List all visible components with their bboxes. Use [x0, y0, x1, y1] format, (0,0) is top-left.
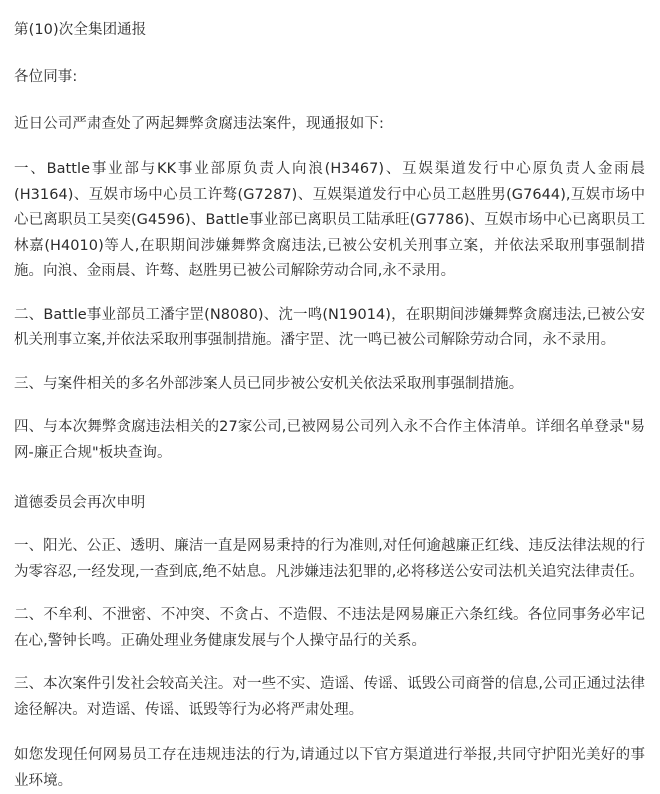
case-item: 一、Battle事业部与KK事业部原负责人向浪(H3467)、互娱渠道发行中心原负责人金雨晨(H3164)、互娱市场中心员工许骜(G7287)、互娱渠道发行中心员工赵胜男(G7644),互娱市场中心已离职员工吴奕(G4596)、Battle事业部已离职员工陆承旺(G7786)、互娱市场中心已离职员工林嘉(H4010)等人,在职期间涉嫌舞弊贪腐违法,已被公安机关刑事立案，并依法采取刑事强制措施。向浪、金雨晨、许骜、赵胜男已被公司解除劳动合同,永不录用。: [14, 161, 645, 279]
case-list: [14, 157, 645, 466]
case-item: 三、与案件相关的多名外部涉案人员已同步被公安机关依法采取刑事强制措施。: [14, 375, 524, 392]
principle-list: [14, 534, 645, 723]
principle-item: 二、不牟利、不泄密、不冲突、不贪占、不造假、不违法是网易廉正六条红线。各位同事务必牢记在心,警钟长鸣。正确处理业务健康发展与个人操守品行的关系。: [14, 607, 645, 649]
principle-item: 一、阳光、公正、透明、廉洁一直是网易秉持的行为准则,对任何逾越廉正红线、违反法律法规的行为零容忍,一经发现,一查到底,绝不姑息。凡涉嫌违法犯罪的,必将移送公安司法机关追究法律责任。: [14, 538, 645, 580]
case-item: 四、与本次舞弊贪腐违法相关的27家公司,已被网易公司列入永不合作主体清单。详细名单登录"易网-廉正合规"板块查询。: [14, 419, 645, 461]
section-heading-ethics-committee: 道德委员会再次申明: [14, 495, 146, 511]
page-title: 第(10)次全集团通报: [14, 22, 147, 38]
salutation: 各位同事:: [14, 69, 78, 85]
lead-paragraph: 近日公司严肃查处了两起舞弊贪腐违法案件，现通报如下:: [14, 116, 384, 132]
closing-paragraph: 如您发现任何网易员工存在违规违法的行为,请通过以下官方渠道进行举报,共同守护阳光美好的事业环境。: [14, 747, 645, 789]
principle-item: 三、本次案件引发社会较高关注。对一些不实、造谣、传谣、诋毁公司商誉的信息,公司正通过法律途径解决。对造谣、传谣、诋毁等行为必将严肃处理。: [14, 676, 645, 718]
case-item: 二、Battle事业部员工潘宇罡(N8080)、沈一鸣(N19014)，在职期间涉嫌舞弊贪腐违法,已被公安机关刑事立案,并依法采取刑事强制措施。潘宇罡、沈一鸣已被公司解除劳动合同，永不录用。: [14, 306, 645, 348]
